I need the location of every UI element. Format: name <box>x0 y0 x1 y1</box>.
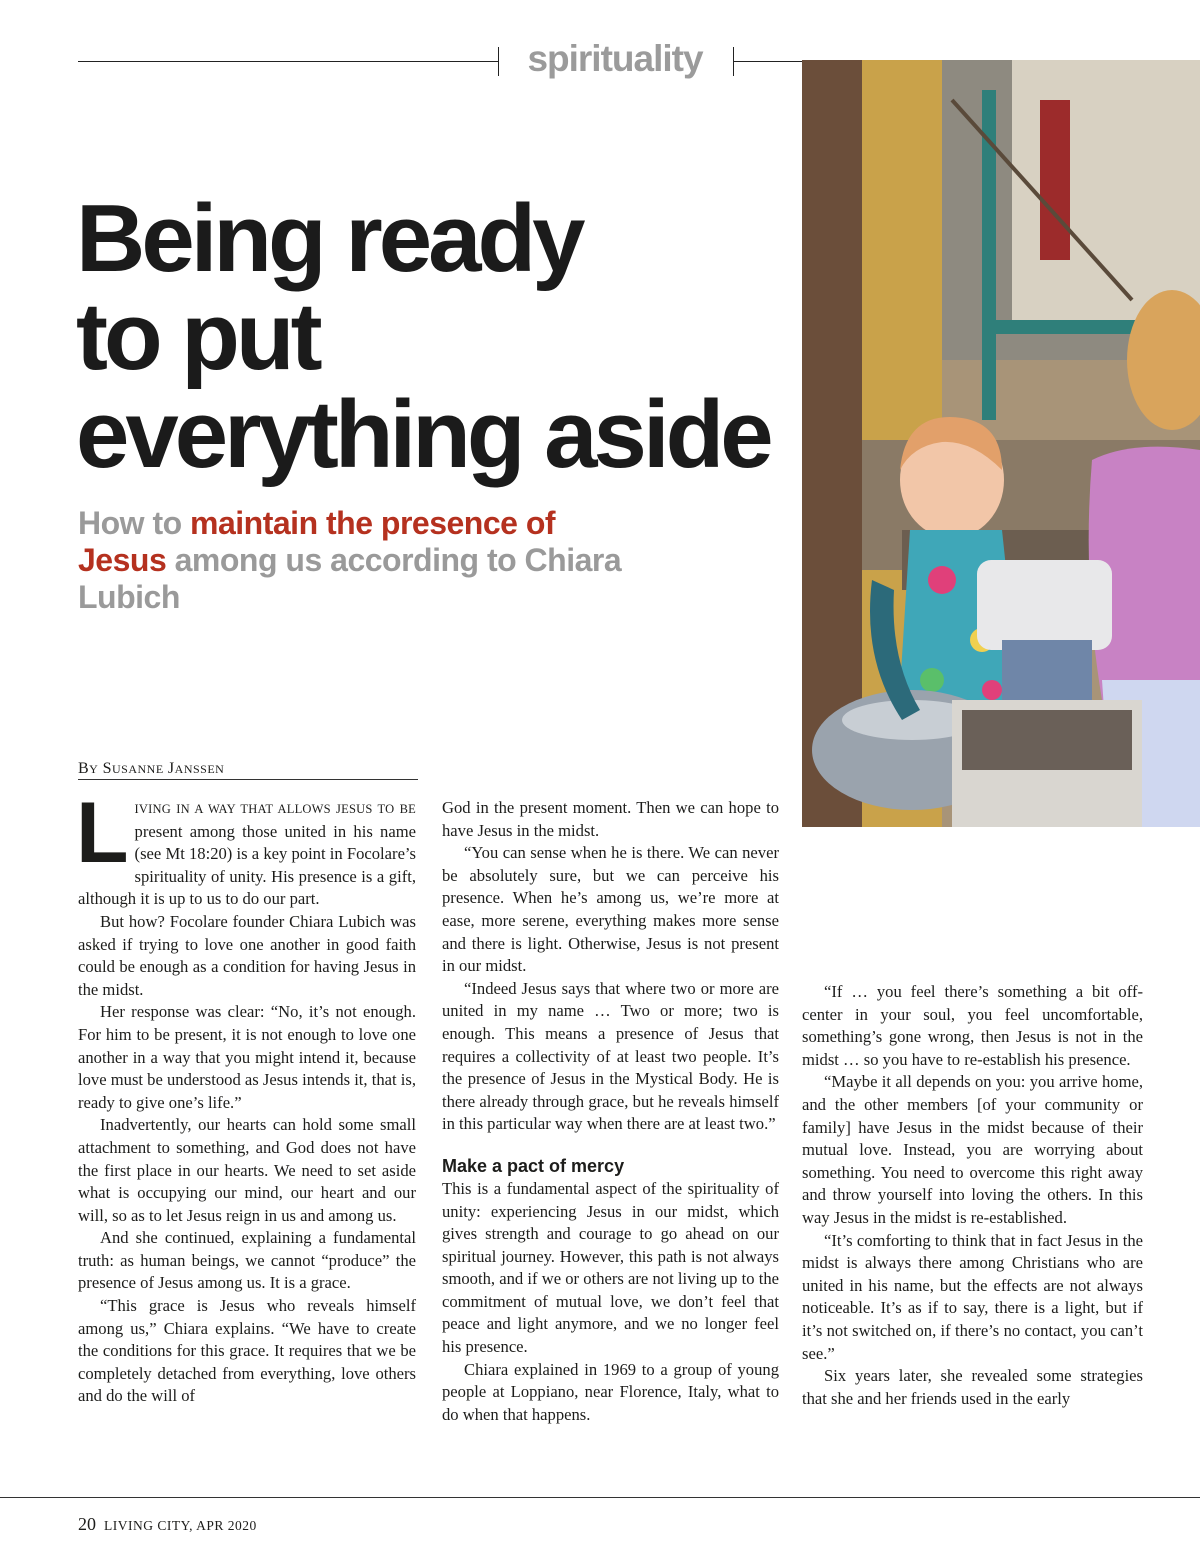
byline-last-rest: ANSSEN <box>174 762 225 776</box>
byline-last-initial: J <box>167 760 175 777</box>
lead-in: IVING IN A WAY THAT ALLOWS JESUS TO BE <box>134 802 416 816</box>
body-paragraph: God in the present moment. Then we can hope to have Jesus in the midst. <box>442 798 779 840</box>
header-rule-tick-left <box>498 47 499 76</box>
section-subhead: Make a pact of mercy <box>442 1155 625 1176</box>
byline <box>78 760 418 780</box>
photo-children-playing-illustration <box>802 60 1200 827</box>
subtitle-part-2: among us according to Chiara Lubich <box>78 542 622 615</box>
byline-first-initial: S <box>102 760 112 777</box>
body-paragraph: And she continued, explaining a fundamental truth: as human beings, we cannot “produce” the presence of Jesus among us. It is a grace. <box>78 1228 416 1293</box>
body-paragraph: Chiara explained in 1969 to a group of young people at Loppiano, near Florence, Italy, what to do when that happens. <box>442 1359 779 1424</box>
article-title <box>76 185 796 488</box>
body-column-2 <box>442 797 779 1426</box>
body-paragraph: “Maybe it all depends on you: you arrive home, and the other members [of your community or family] have Jesus in the midst because of their mutual love. Instead, you are worrying about something. You need to overcome this right away and throw yourself into loving the others. In this way Jesus in the midst is re-established. <box>802 1072 1143 1227</box>
section-label: spirituality <box>527 38 703 79</box>
header-rule-right <box>734 61 804 62</box>
body-paragraph: Her response was clear: “No, it’s not enough. For him to be present, it is not enough to love one another in a way that you might intend it, because love must be understood as Jesus intends it, that is, ready to give one’s life.” <box>78 1002 416 1112</box>
title-line-1: Being ready <box>76 185 582 292</box>
body-column-3 <box>802 981 1143 1410</box>
footer-rule <box>0 1497 1200 1498</box>
body-paragraph: Inadvertently, our hearts can hold some small attachment to something, and God does not have the first place in our hearts. We need to set aside what is occupying our mind, our heart and our will, so as to let Jesus reign in us and among us. <box>78 1115 416 1225</box>
title-line-3: everything aside <box>76 381 770 488</box>
body-paragraph: “It’s comforting to think that in fact Jesus in the midst is always there among Christians who are united in his name, but the effects are not always noticeable. It’s as if to say, there is a light, but if it’s not switched on, if there’s no contact, you can’t see.” <box>802 1230 1143 1363</box>
byline-prefix-initial: B <box>78 760 90 777</box>
article-photo <box>802 60 1200 827</box>
byline-prefix-rest: Y <box>89 762 99 776</box>
subtitle-part-1: How to <box>78 505 191 541</box>
body-paragraph: “This grace is Jesus who reveals himself among us,” Chiara explains. “We have to create the conditions for this grace. It requires that we be completely detached from everything, love others and do the will of <box>78 1296 416 1406</box>
header-rule-left <box>78 61 498 62</box>
publication-info: LIVING CITY, APR 2020 <box>104 1518 257 1533</box>
page-number: 20 <box>78 1514 96 1534</box>
body-paragraph: Six years later, she revealed some strategies that she and her friends used in the early <box>802 1366 1143 1408</box>
body-paragraph: “Indeed Jesus says that where two or more are united in my name … Two or more; two is enough. This means a presence of Jesus that requires a collectivity of at least two people. It’s the presence of Jesus in the Mystical Body. He is there already through grace, but he reveals himself in this particular way when there are at least two.” <box>442 978 779 1134</box>
article-subtitle <box>78 505 638 616</box>
paragraph-text: present among those united in his name (see Mt 18:20) is a key point in Focolare’s spirituality of unity. His presence is a gift, although it is up to us to do our part. <box>78 821 416 909</box>
body-paragraph: “If … you feel there’s something a bit off-center in your soul, you feel uncomfortable, something’s gone wrong, then Jesus is not in the midst … so you have to re-establish his presence. <box>802 982 1143 1069</box>
body-paragraph <box>76 785 416 911</box>
drop-cap: L <box>76 785 129 881</box>
title-line-2: to put <box>76 283 319 390</box>
body-paragraph: But how? Focolare founder Chiara Lubich was asked if trying to love one another in good faith could be enough as a condition for having Jesus in the midst. <box>78 911 416 999</box>
subtitle-highlight: maintain the presence of Jesus <box>78 505 556 578</box>
body-paragraph: “You can sense when he is there. We can never be absolutely sure, but we can perceive his presence. When he’s among us, we’re more at ease, more serene, everything makes more sense and there is light. Otherwise, Jesus is not present in our midst. <box>442 843 779 976</box>
body-paragraph: This is a fundamental aspect of the spirituality of unity: experiencing Jesus in our midst, which gives strength and courage to go ahead on our spiritual journey. However, this path is not always smooth, and if we or others are not living up to the commitment of mutual love, we don’t feel that peace and light anymore, and we no longer feel his presence. <box>442 1178 779 1357</box>
byline-first-rest: USANNE <box>112 762 164 776</box>
body-column-1 <box>76 785 416 1408</box>
